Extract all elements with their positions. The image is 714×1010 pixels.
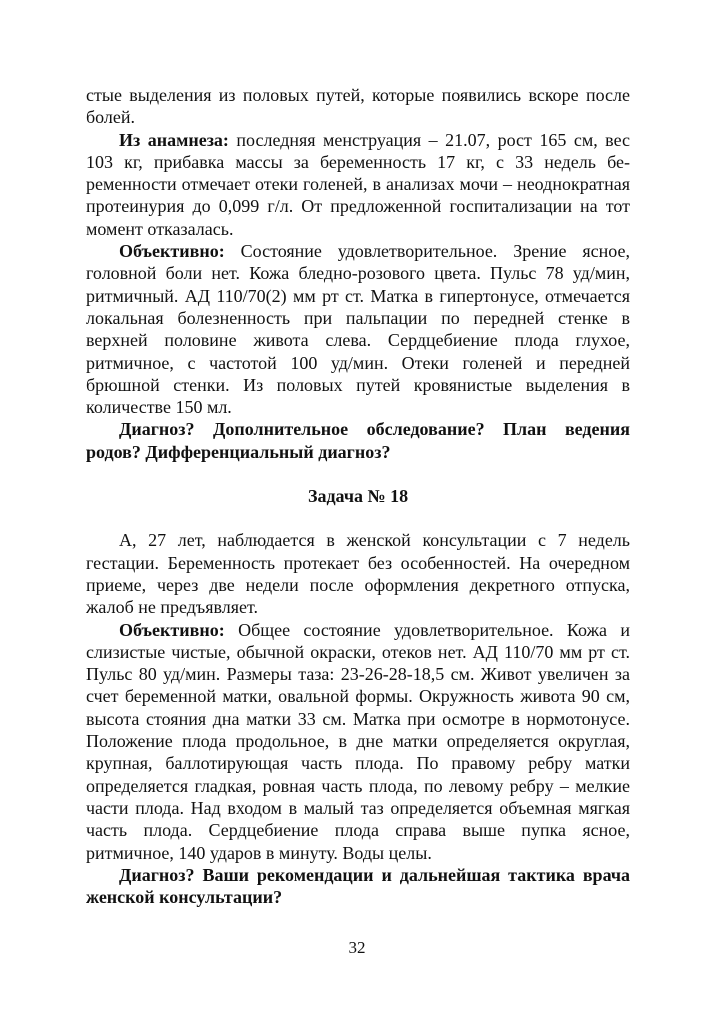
paragraph-patient (86, 529, 630, 618)
paragraph-text: стые выделения из половых путей, которые появились вскоре после болей. (86, 85, 630, 128)
paragraph-text: А, 27 лет, наблюдается в женской консультации с 7 недель гестации. Беременность протекает без особенностей. На очередном приеме, через две недели после оформления декретного отпуска, жалоб не предъявляет. (86, 530, 630, 618)
paragraph-text: Общее состояние удовлетворительное. Кожа и слизистые чистые, обычной окраски, отеков нет. АД 110/70 мм рт ст. Пульс 80 уд/мин. Размеры таза: 23-26-28-18,5 см. Живот увеличен за счет беременной матки, овальной формы. Окружность живота 90 см, высота стояния дна матки 33 см. Матка при осмотре в нормотонусе. Положение плода продольное, в дне матки определяется округлая, крупная, баллотирующая часть плода. По правому ребру матки определяется гладкая, ровная часть плода, по левому ребру – мелкие части плода. Над входом в малый таз определяется объемная мягкая часть плода. Сердцебиение плода справа выше пупка ясное, ритмичное, 140 ударов в минуту. Воды целы. (86, 619, 630, 863)
page-number: 32 (348, 938, 366, 957)
paragraph-text: последняя менструация – 21.07, рост 165 см, вес 103 кг, прибавка массы за беременность 17 кг, с 33 недель беременности отмечает отеки голеней, в анализах мочи – неоднократная протеинурия до 0,099 г/л. От предложенной госпитализации на тот момент отказалась. (86, 129, 630, 239)
task-heading: Задача № 18 (307, 486, 409, 507)
paragraph-lead: Объективно: (119, 619, 225, 640)
paragraph-objective (86, 619, 630, 864)
question-text: Диагноз? Дополнительное обследование? План ведения родов? Дифференциальный диагноз? (86, 419, 630, 462)
task-heading-wrapper (86, 485, 630, 507)
paragraph-lead: Из анамнеза: (119, 129, 229, 150)
question-text: Диагноз? Ваши рекомендации и дальнейшая тактика врача женской консультации? (86, 864, 630, 908)
document-page (86, 84, 630, 908)
paragraph-text: Состояние удовлетворительное. Зрение ясное, головной боли нет. Кожа бледно-розового цвета. Пульс 78 уд/мин, ритмичный. АД 110/70(2) мм рт ст. Матка в гипертонусе, отмечается локальная болезненность при пальпации по передней стенке в верхней половине живота слева. Сердцебиение плода глухое, ритмичное, с частотой 100 уд/мин. Отеки голеней и передней брюшной стенки. Из половых путей кровянистые выделения в количестве 150 мл. (86, 241, 630, 418)
paragraph-anamnesis (86, 129, 630, 240)
paragraph-continuation (86, 84, 630, 129)
paragraph-objective (86, 240, 630, 418)
paragraph-lead: Объективно: (119, 241, 225, 262)
